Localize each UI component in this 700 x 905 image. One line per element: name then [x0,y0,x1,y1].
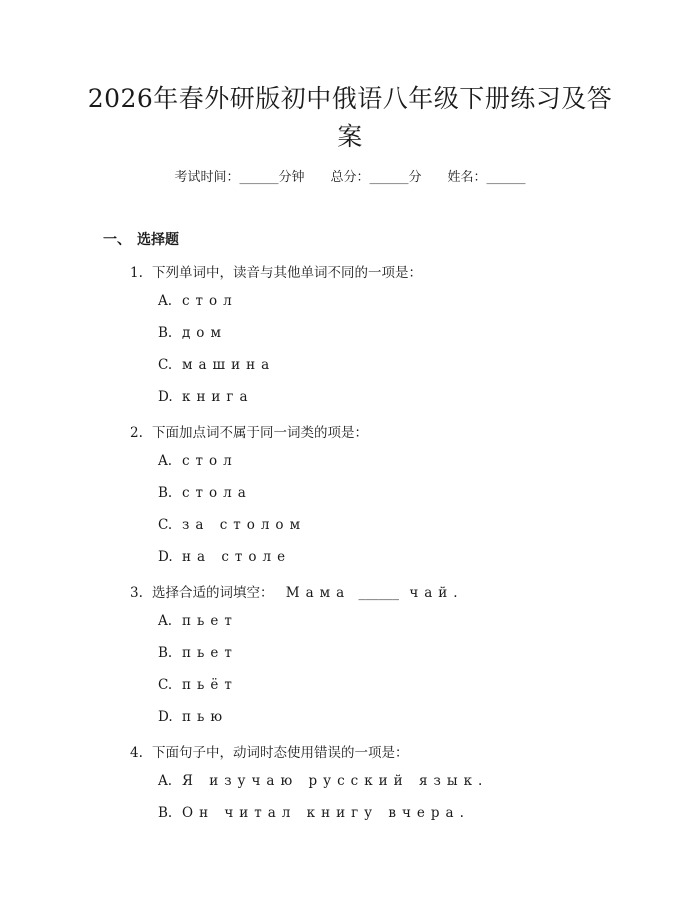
option-text: пьёт [182,677,238,693]
question-4 [130,741,409,761]
exam-time: 考试时间：______分钟 [174,170,305,185]
exam-info-line [0,168,700,188]
section-number: 一、 [103,232,131,248]
option-letter: C. [158,517,173,533]
question-1-option-c [158,357,275,373]
question-number: 3. [130,585,143,601]
section-title: 选择题 [137,232,179,248]
option-text: машина [182,357,276,373]
option-letter: D. [158,549,173,565]
option-letter: A. [158,613,173,629]
question-1-option-a [158,293,238,309]
option-letter: C. [158,357,173,373]
question-2-option-a [158,453,238,469]
question-3-option-b [158,645,238,661]
question-2 [130,421,368,441]
option-text: Я изучаю русский язык. [182,773,489,789]
option-text: дом [182,325,227,341]
question-3 [130,581,464,601]
question-text: 下面句子中，动词时态使用错误的一项是： [152,745,409,761]
question-text: 下面加点词不属于同一词类的项是： [152,425,368,441]
option-text: за столом [182,517,307,533]
exam-student-name: 姓名：______ [447,170,526,185]
option-letter: D. [158,389,173,405]
option-letter: C. [158,677,173,693]
fill-in-blank: ______ [358,585,400,601]
question-3-option-c [158,677,238,693]
exam-total-score: 总分：______分 [330,170,422,185]
question-2-option-d [158,549,291,565]
option-text: пью [182,709,229,725]
question-3-option-a [158,613,238,629]
option-text: Он читал книгу вчера. [182,805,470,821]
question-text: 下列单词中，读音与其他单词不同的一项是： [152,265,422,281]
question-number: 4. [130,745,143,761]
question-2-option-c [158,517,306,533]
option-text: на столе [182,549,292,565]
question-2-option-b [158,485,252,501]
option-letter: D. [158,709,173,725]
question-1 [130,261,422,281]
option-letter: B. [158,485,173,501]
question-4-option-a [158,773,488,789]
option-text: пьет [182,645,238,661]
question-sentence-part: Мама [285,585,351,601]
option-text: стол [182,453,238,469]
option-text: книга [182,389,254,405]
option-letter: B. [158,325,173,341]
option-letter: A. [158,773,173,789]
question-number: 1. [130,265,143,281]
option-text: стол [182,293,238,309]
option-letter: B. [158,805,173,821]
option-text: стола [182,485,252,501]
document-title: 2026年春外研版初中俄语八年级下册练习及答案 [87,84,613,151]
question-3-option-d [158,709,228,725]
question-1-option-d [158,389,254,405]
section-heading [103,229,179,249]
question-1-option-b [158,325,227,341]
option-text: пьет [182,613,238,629]
question-number: 2. [130,425,143,441]
question-text: 选择合适的词填空： [152,585,274,601]
option-letter: A. [158,293,173,309]
option-letter: A. [158,453,173,469]
option-letter: B. [158,645,173,661]
question-sentence-part: чай. [409,585,464,601]
question-4-option-b [158,805,470,821]
